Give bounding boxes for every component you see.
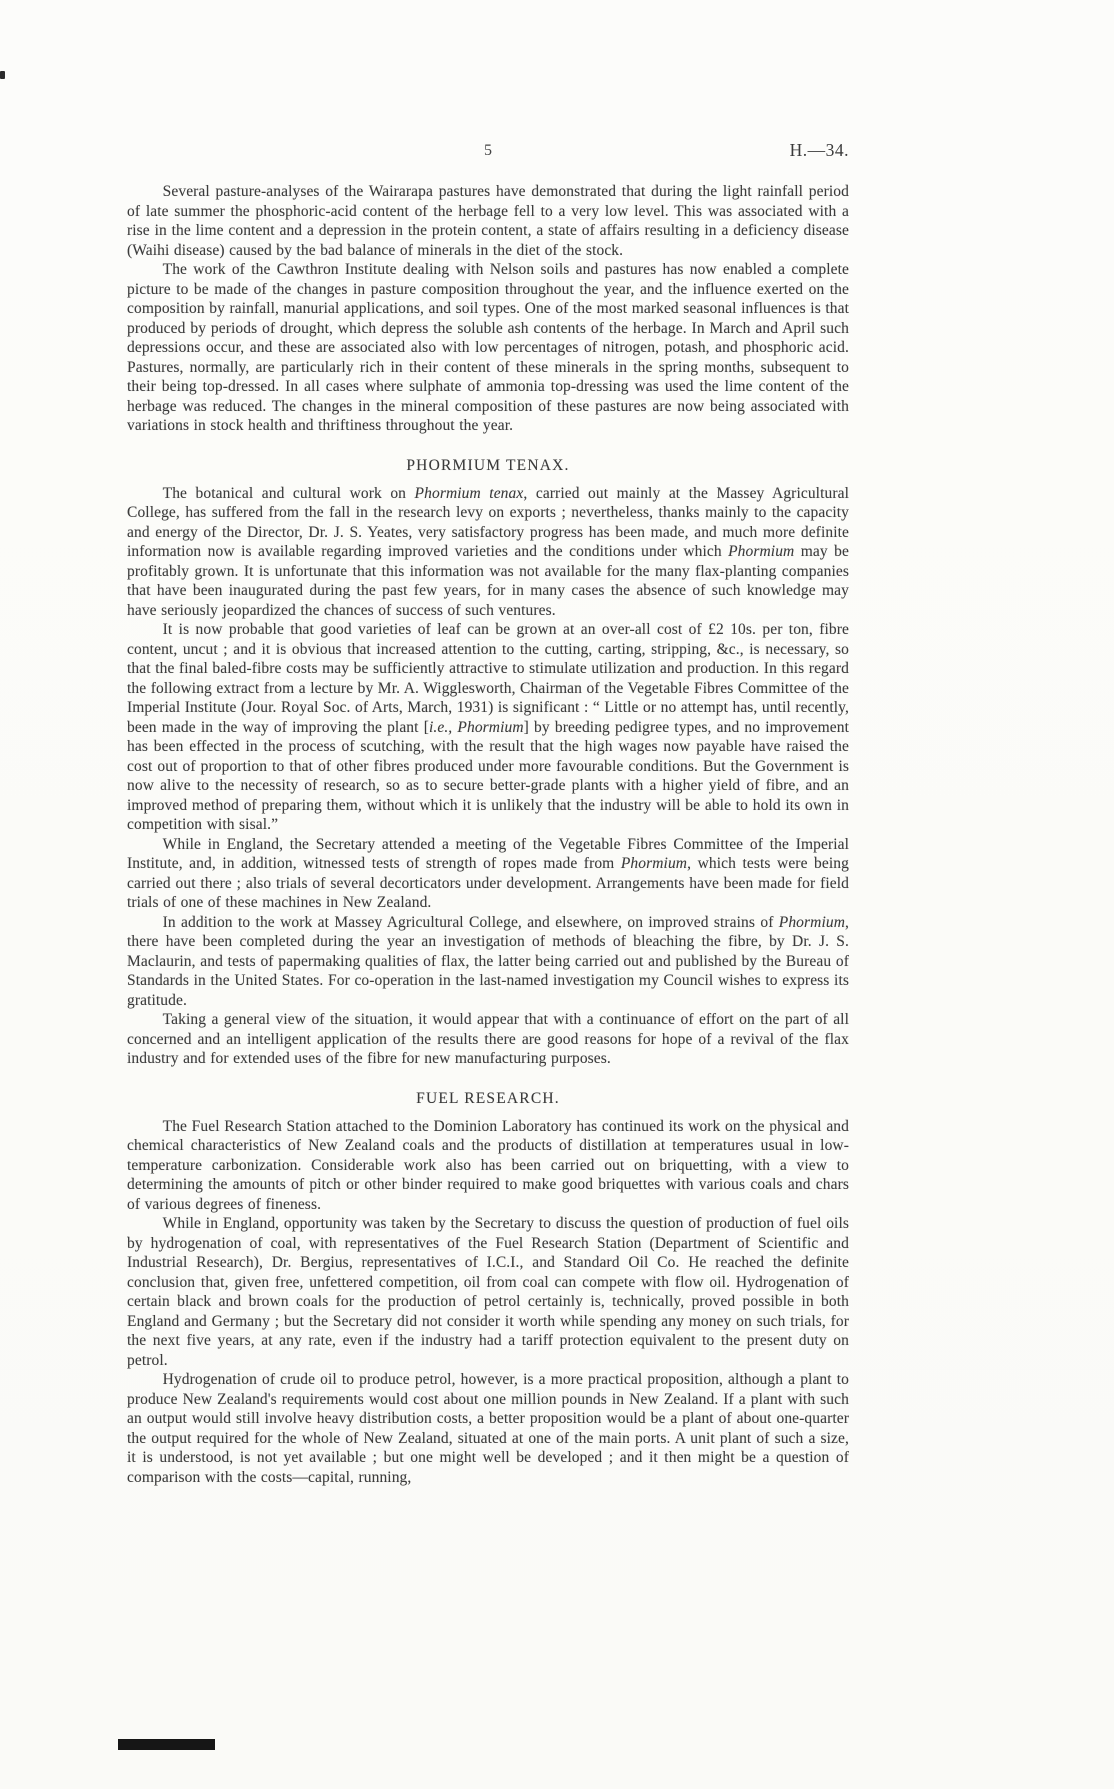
section-heading: PHORMIUM TENAX. bbox=[406, 456, 570, 474]
document-body bbox=[127, 182, 849, 1487]
paragraph: The botanical and cultural work on Phormium tenax, carried out mainly at the Massey Agricultural College, has suffered from the fall in the research levy on exports ; nevertheless, thanks mainly to the capacity and energy of the Director, Dr. J. S. Yeates, very satisfactory progress has been made, and much more definite information now is available regarding improved varieties and the conditions under which Phormium may be profitably grown. It is unfortunate that this information was not available for the many flax-planting companies that have been inaugurated during the past few years, for in many cases the absence of such knowledge may have seriously jeopardized the chances of success of such ventures. bbox=[127, 484, 849, 619]
paragraph: Several pasture-analyses of the Wairarapa pastures have demonstrated that during the light rainfall period of late summer the phosphoric-acid content of the herbage fell to a very low level. This was associated with a rise in the lime content and a depression in the protein content, a state of affairs resulting in a deficiency disease (Waihi disease) caused by the bad balance of minerals in the diet of the stock. bbox=[127, 183, 849, 259]
section-heading: FUEL RESEARCH. bbox=[416, 1089, 560, 1107]
paragraph: The work of the Cawthron Institute dealing with Nelson soils and pastures has now enabled a complete picture to be made of the changes in pasture composition throughout the year, and the influence exerted on the composition by rainfall, manurial applications, and soil types. One of the most marked seasonal influences is that produced by periods of drought, which depress the soluble ash contents of the herbage. In March and April such depressions occur, and these are associated also with low percentages of nitrogen, potash, and phosphoric acid. Pastures, normally, are particularly rich in their content of these minerals in the spring months, subsequent to their being top-dressed. In all cases where sulphate of ammonia top-dressing was used the lime content of the herbage was reduced. The changes in the mineral composition of these pastures are now being associated with variations in stock health and thriftiness throughout the year. bbox=[127, 261, 849, 434]
page-header bbox=[127, 142, 849, 164]
page-number: 5 bbox=[484, 142, 492, 159]
paragraph: Taking a general view of the situation, it would appear that with a continuance of effort on the part of all concerned and an intelligent application of the results there are good reasons for hope of a revival of the flax industry and for extended uses of the fibre for new manufacturing purposes. bbox=[127, 1011, 849, 1067]
scan-artifact-bottom-bar bbox=[118, 1739, 215, 1750]
paragraph: The Fuel Research Station attached to the Dominion Laboratory has continued its work on the physical and chemical characteristics of New Zealand coals and the products of distillation at temperatures usual in low-temperature carbonization. Considerable work also has been carried out on briquetting, with a view to determining the amounts of pitch or other binder required to make good briquettes with various coals and chars of various degrees of fineness. bbox=[127, 1117, 849, 1213]
paragraph: Hydrogenation of crude oil to produce petrol, however, is a more practical proposition, although a plant to produce New Zealand's requirements would cost about one million pounds in New Zealand. If a plant with such an output would still involve heavy distribution costs, a better proposition would be a plant of about one-quarter the output required for the whole of New Zealand, situated at one of the main ports. A unit plant of such a size, it is understood, is not yet available ; but one might well be developed ; and it then might be a question of comparison with the costs—capital, running, bbox=[127, 1371, 849, 1486]
paragraph: While in England, the Secretary attended a meeting of the Vegetable Fibres Committee of the Imperial Institute, and, in addition, witnessed tests of strength of ropes made from Phormium, which tests were being carried out there ; also trials of several decorticators under development. Arrangements have been made for field trials of one of these machines in New Zealand. bbox=[127, 835, 849, 911]
paragraph: It is now probable that good varieties of leaf can be grown at an over-all cost of £2 10s. per ton, fibre content, uncut ; and it is obvious that increased attention to the cutting, carting, stripping, &c., is necessary, so that the final baled-fibre costs may be sufficiently attractive to stimulate utilization and production. In this regard the following extract from a lecture by Mr. A. Wigglesworth, Chairman of the Vegetable Fibres Committee of the Imperial Institute (Jour. Royal Soc. of Arts, March, 1931) is significant : “ Little or no attempt has, until recently, been made in the way of improving the plant [i.e., Phormium] by breeding pedigree types, and no improvement has been effected in the process of scutching, with the result that the high wages now payable have raised the cost out of proportion to that of other fibres produced under more favourable conditions. But the Government is now alive to the necessity of research, so as to secure better-grade plants with a higher yield of fibre, and an improved method of preparing them, without which it is unlikely that the industry will be able to hold its own in competition with sisal.” bbox=[127, 621, 850, 833]
page-content bbox=[127, 142, 849, 1487]
doc-ref: H.—34. bbox=[789, 140, 849, 160]
paragraph: While in England, opportunity was taken by the Secretary to discuss the question of production of fuel oils by hydrogenation of coal, with representatives of the Fuel Research Station (Department of Scientific and Industrial Research), Dr. Bergius, representatives of I.C.I., and Standard Oil Co. He reached the definite conclusion that, given free, unfettered competition, oil from coal can compete with flow oil. Hydrogenation of certain black and brown coals for the production of petrol certainly is, technically, proved possible in both England and Germany ; but the Secretary did not consider it worth while spending any money on such trials, for the next five years, at any rate, even if the industry had a tariff protection equivalent to the present duty on petrol. bbox=[127, 1215, 849, 1369]
paragraph: In addition to the work at Massey Agricultural College, and elsewhere, on improved strains of Phormium, there have been completed during the year an investigation of methods of bleaching the fibre, by Dr. J. S. Maclaurin, and tests of papermaking qualities of flax, the latter being carried out and published by the Bureau of Standards in the United States. For co-operation in the last-named investigation my Council wishes to express its gratitude. bbox=[127, 913, 849, 1009]
scan-artifact-left-edge bbox=[0, 71, 5, 79]
